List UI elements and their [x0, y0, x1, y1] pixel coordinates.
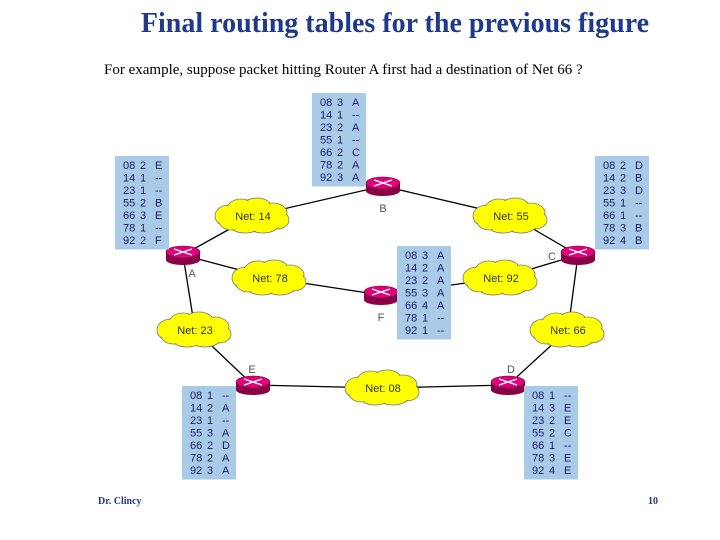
table-cell-hops: 3 — [620, 185, 627, 197]
table-cell-destination: 78 — [190, 452, 203, 465]
table-cell-hops: 2 — [337, 159, 344, 172]
router-f — [364, 286, 398, 324]
table-cell-hops: 1 — [549, 390, 556, 402]
table-cell-hops: 2 — [620, 172, 627, 185]
slide-title: Final routing tables for the previous figure — [140, 8, 650, 39]
table-cell-next-hop: -- — [155, 172, 163, 185]
table-cell-hops: 2 — [140, 160, 147, 172]
router-c — [548, 246, 595, 265]
table-cell-next-hop: A — [437, 275, 445, 287]
table-cell-hops: 2 — [422, 262, 429, 275]
router-label: F — [377, 312, 385, 324]
table-cell-next-hop: E — [564, 415, 572, 427]
table-cell-hops: 1 — [422, 312, 429, 325]
table-cell-next-hop: A — [352, 97, 360, 109]
table-cell-next-hop: -- — [635, 197, 643, 210]
table-cell-next-hop: B — [635, 222, 643, 235]
table-cell-hops: 3 — [337, 97, 344, 109]
router-a — [166, 246, 200, 280]
table-cell-next-hop: B — [635, 172, 643, 185]
table-cell-destination: 55 — [190, 427, 203, 440]
table-cell-hops: 2 — [337, 147, 344, 159]
table-cell-destination: 78 — [532, 452, 545, 465]
table-cell-destination: 92 — [603, 235, 616, 247]
table-cell-destination: 08 — [190, 390, 203, 402]
table-cell-next-hop: D — [635, 185, 643, 197]
table-cell-next-hop: A — [437, 262, 445, 275]
network-label: Net: 08 — [365, 383, 401, 395]
table-cell-destination: 66 — [532, 440, 545, 452]
table-cell-hops: 2 — [549, 415, 556, 427]
network-label: Net: 23 — [177, 325, 213, 337]
table-cell-hops: 1 — [620, 197, 627, 210]
table-cell-destination: 55 — [532, 427, 545, 440]
table-cell-next-hop: C — [352, 147, 360, 159]
table-cell-destination: 55 — [603, 197, 616, 210]
table-cell-hops: 1 — [422, 325, 429, 337]
routing-diagram — [113, 90, 650, 490]
table-cell-hops: 2 — [620, 160, 627, 172]
table-cell-destination: 08 — [603, 160, 616, 172]
table-cell-destination: 66 — [603, 210, 616, 222]
table-cell-hops: 2 — [140, 235, 147, 247]
table-cell-destination: 92 — [532, 465, 545, 477]
routing-diagram-svg — [113, 90, 650, 490]
table-cell-next-hop: E — [564, 402, 572, 415]
table-cell-destination: 66 — [405, 300, 418, 312]
table-cell-hops: 3 — [620, 222, 627, 235]
table-cell-destination: 78 — [123, 222, 136, 235]
table-cell-next-hop: -- — [155, 185, 163, 197]
table-cell-destination: 14 — [320, 109, 333, 122]
table-cell-destination: 92 — [405, 325, 418, 337]
table-cell-hops: 1 — [549, 440, 556, 452]
table-cell-next-hop: D — [635, 160, 643, 172]
table-cell-destination: 23 — [603, 185, 616, 197]
table-cell-destination: 08 — [123, 160, 136, 172]
table-cell-next-hop: -- — [352, 109, 360, 122]
table-cell-next-hop: -- — [437, 325, 445, 337]
table-cell-hops: 3 — [337, 172, 344, 184]
table-cell-hops: 4 — [422, 300, 429, 312]
table-cell-next-hop: A — [222, 427, 230, 440]
table-cell-hops: 1 — [337, 134, 344, 147]
table-cell-hops: 3 — [549, 402, 556, 415]
table-cell-next-hop: -- — [564, 440, 572, 452]
table-cell-destination: 14 — [405, 262, 418, 275]
network-label: Net: 78 — [252, 273, 288, 285]
table-cell-next-hop: D — [222, 440, 230, 452]
table-cell-destination: 66 — [320, 147, 333, 159]
table-cell-destination: 08 — [405, 250, 418, 262]
table-cell-destination: 08 — [320, 97, 333, 109]
table-cell-destination: 92 — [123, 235, 136, 247]
table-cell-next-hop: E — [564, 452, 572, 465]
table-cell-hops: 4 — [549, 465, 556, 477]
table-cell-destination: 23 — [190, 415, 203, 427]
table-cell-destination: 14 — [532, 402, 545, 415]
table-cell-hops: 2 — [337, 122, 344, 134]
network-cloud-n92 — [463, 260, 537, 295]
table-cell-next-hop: B — [635, 235, 643, 247]
table-cell-next-hop: A — [352, 122, 360, 134]
network-cloud-n78 — [232, 260, 306, 295]
network-cloud-n14 — [215, 198, 289, 233]
table-cell-next-hop: A — [437, 250, 445, 262]
table-cell-next-hop: -- — [564, 390, 572, 402]
table-cell-next-hop: -- — [222, 390, 230, 402]
table-cell-hops: 1 — [620, 210, 627, 222]
table-cell-hops: 3 — [422, 287, 429, 300]
table-cell-hops: 1 — [140, 172, 147, 185]
network-label: Net: 14 — [235, 211, 271, 223]
table-cell-destination: 23 — [532, 415, 545, 427]
table-cell-next-hop: A — [222, 465, 230, 477]
router-label: D — [507, 364, 515, 376]
table-cell-destination: 78 — [320, 159, 333, 172]
footer-page-number: 10 — [648, 496, 658, 507]
table-cell-next-hop: -- — [155, 222, 163, 235]
network-cloud-n55 — [473, 198, 547, 233]
table-cell-next-hop: F — [155, 235, 162, 247]
table-cell-destination: 78 — [603, 222, 616, 235]
routing-table-a — [115, 156, 169, 250]
slide-subtitle: For example, suppose packet hitting Router A first had a destination of Net 66 ? — [104, 62, 583, 78]
routing-table-e — [182, 386, 236, 480]
table-cell-hops: 2 — [140, 197, 147, 210]
table-cell-next-hop: A — [352, 172, 360, 184]
table-cell-hops: 3 — [207, 427, 214, 440]
table-cell-next-hop: -- — [635, 210, 643, 222]
table-cell-hops: 3 — [207, 465, 214, 477]
network-cloud-n23 — [157, 312, 231, 347]
router-label: E — [248, 364, 256, 376]
table-cell-hops: 3 — [549, 452, 556, 465]
routing-table-c — [595, 156, 649, 250]
table-cell-next-hop: A — [352, 159, 360, 172]
table-cell-hops: 1 — [207, 390, 214, 402]
routing-table-d — [524, 386, 578, 480]
table-cell-destination: 66 — [123, 210, 136, 222]
router-label: B — [379, 203, 387, 215]
table-cell-next-hop: E — [155, 160, 163, 172]
table-cell-next-hop: C — [564, 427, 572, 440]
table-cell-next-hop: -- — [222, 415, 230, 427]
table-cell-next-hop: E — [564, 465, 572, 477]
table-cell-destination: 14 — [190, 402, 203, 415]
router-label: A — [188, 268, 196, 280]
table-cell-destination: 55 — [123, 197, 136, 210]
network-label: Net: 92 — [483, 273, 519, 285]
table-cell-hops: 1 — [140, 185, 147, 197]
table-cell-destination: 14 — [603, 172, 616, 185]
table-cell-next-hop: -- — [352, 134, 360, 147]
table-cell-hops: 4 — [620, 235, 627, 247]
table-cell-hops: 3 — [140, 210, 147, 222]
table-cell-destination: 08 — [532, 390, 545, 402]
table-cell-destination: 14 — [123, 172, 136, 185]
table-cell-destination: 23 — [320, 122, 333, 134]
table-cell-destination: 55 — [405, 287, 418, 300]
table-cell-destination: 66 — [190, 440, 203, 452]
network-cloud-n66 — [530, 312, 604, 347]
footer-author: Dr. Clincy — [98, 496, 142, 507]
router-d — [491, 364, 525, 395]
table-cell-next-hop: A — [222, 402, 230, 415]
table-cell-hops: 2 — [207, 402, 214, 415]
table-cell-next-hop: A — [437, 300, 445, 312]
network-cloud-n08 — [345, 370, 419, 405]
table-cell-destination: 78 — [405, 312, 418, 325]
table-cell-hops: 1 — [337, 109, 344, 122]
table-cell-hops: 2 — [422, 275, 429, 287]
table-cell-hops: 1 — [207, 415, 214, 427]
routing-table-f — [397, 246, 451, 340]
table-cell-destination: 23 — [405, 275, 418, 287]
table-cell-hops: 1 — [140, 222, 147, 235]
router-b — [366, 177, 400, 215]
table-cell-hops: 2 — [207, 452, 214, 465]
table-cell-destination: 92 — [320, 172, 333, 184]
network-label: Net: 66 — [550, 325, 586, 337]
network-label: Net: 55 — [493, 211, 529, 223]
table-cell-next-hop: A — [222, 452, 230, 465]
table-cell-next-hop: -- — [437, 312, 445, 325]
table-cell-destination: 23 — [123, 185, 136, 197]
table-cell-destination: 92 — [190, 465, 203, 477]
table-cell-destination: 55 — [320, 134, 333, 147]
router-label: C — [548, 251, 556, 263]
table-cell-hops: 2 — [207, 440, 214, 452]
router-e — [236, 364, 270, 395]
table-cell-next-hop: A — [437, 287, 445, 300]
table-cell-hops: 2 — [549, 427, 556, 440]
table-cell-hops: 3 — [422, 250, 429, 262]
routing-table-b — [312, 93, 366, 187]
table-cell-next-hop: B — [155, 197, 163, 210]
table-cell-next-hop: E — [155, 210, 163, 222]
